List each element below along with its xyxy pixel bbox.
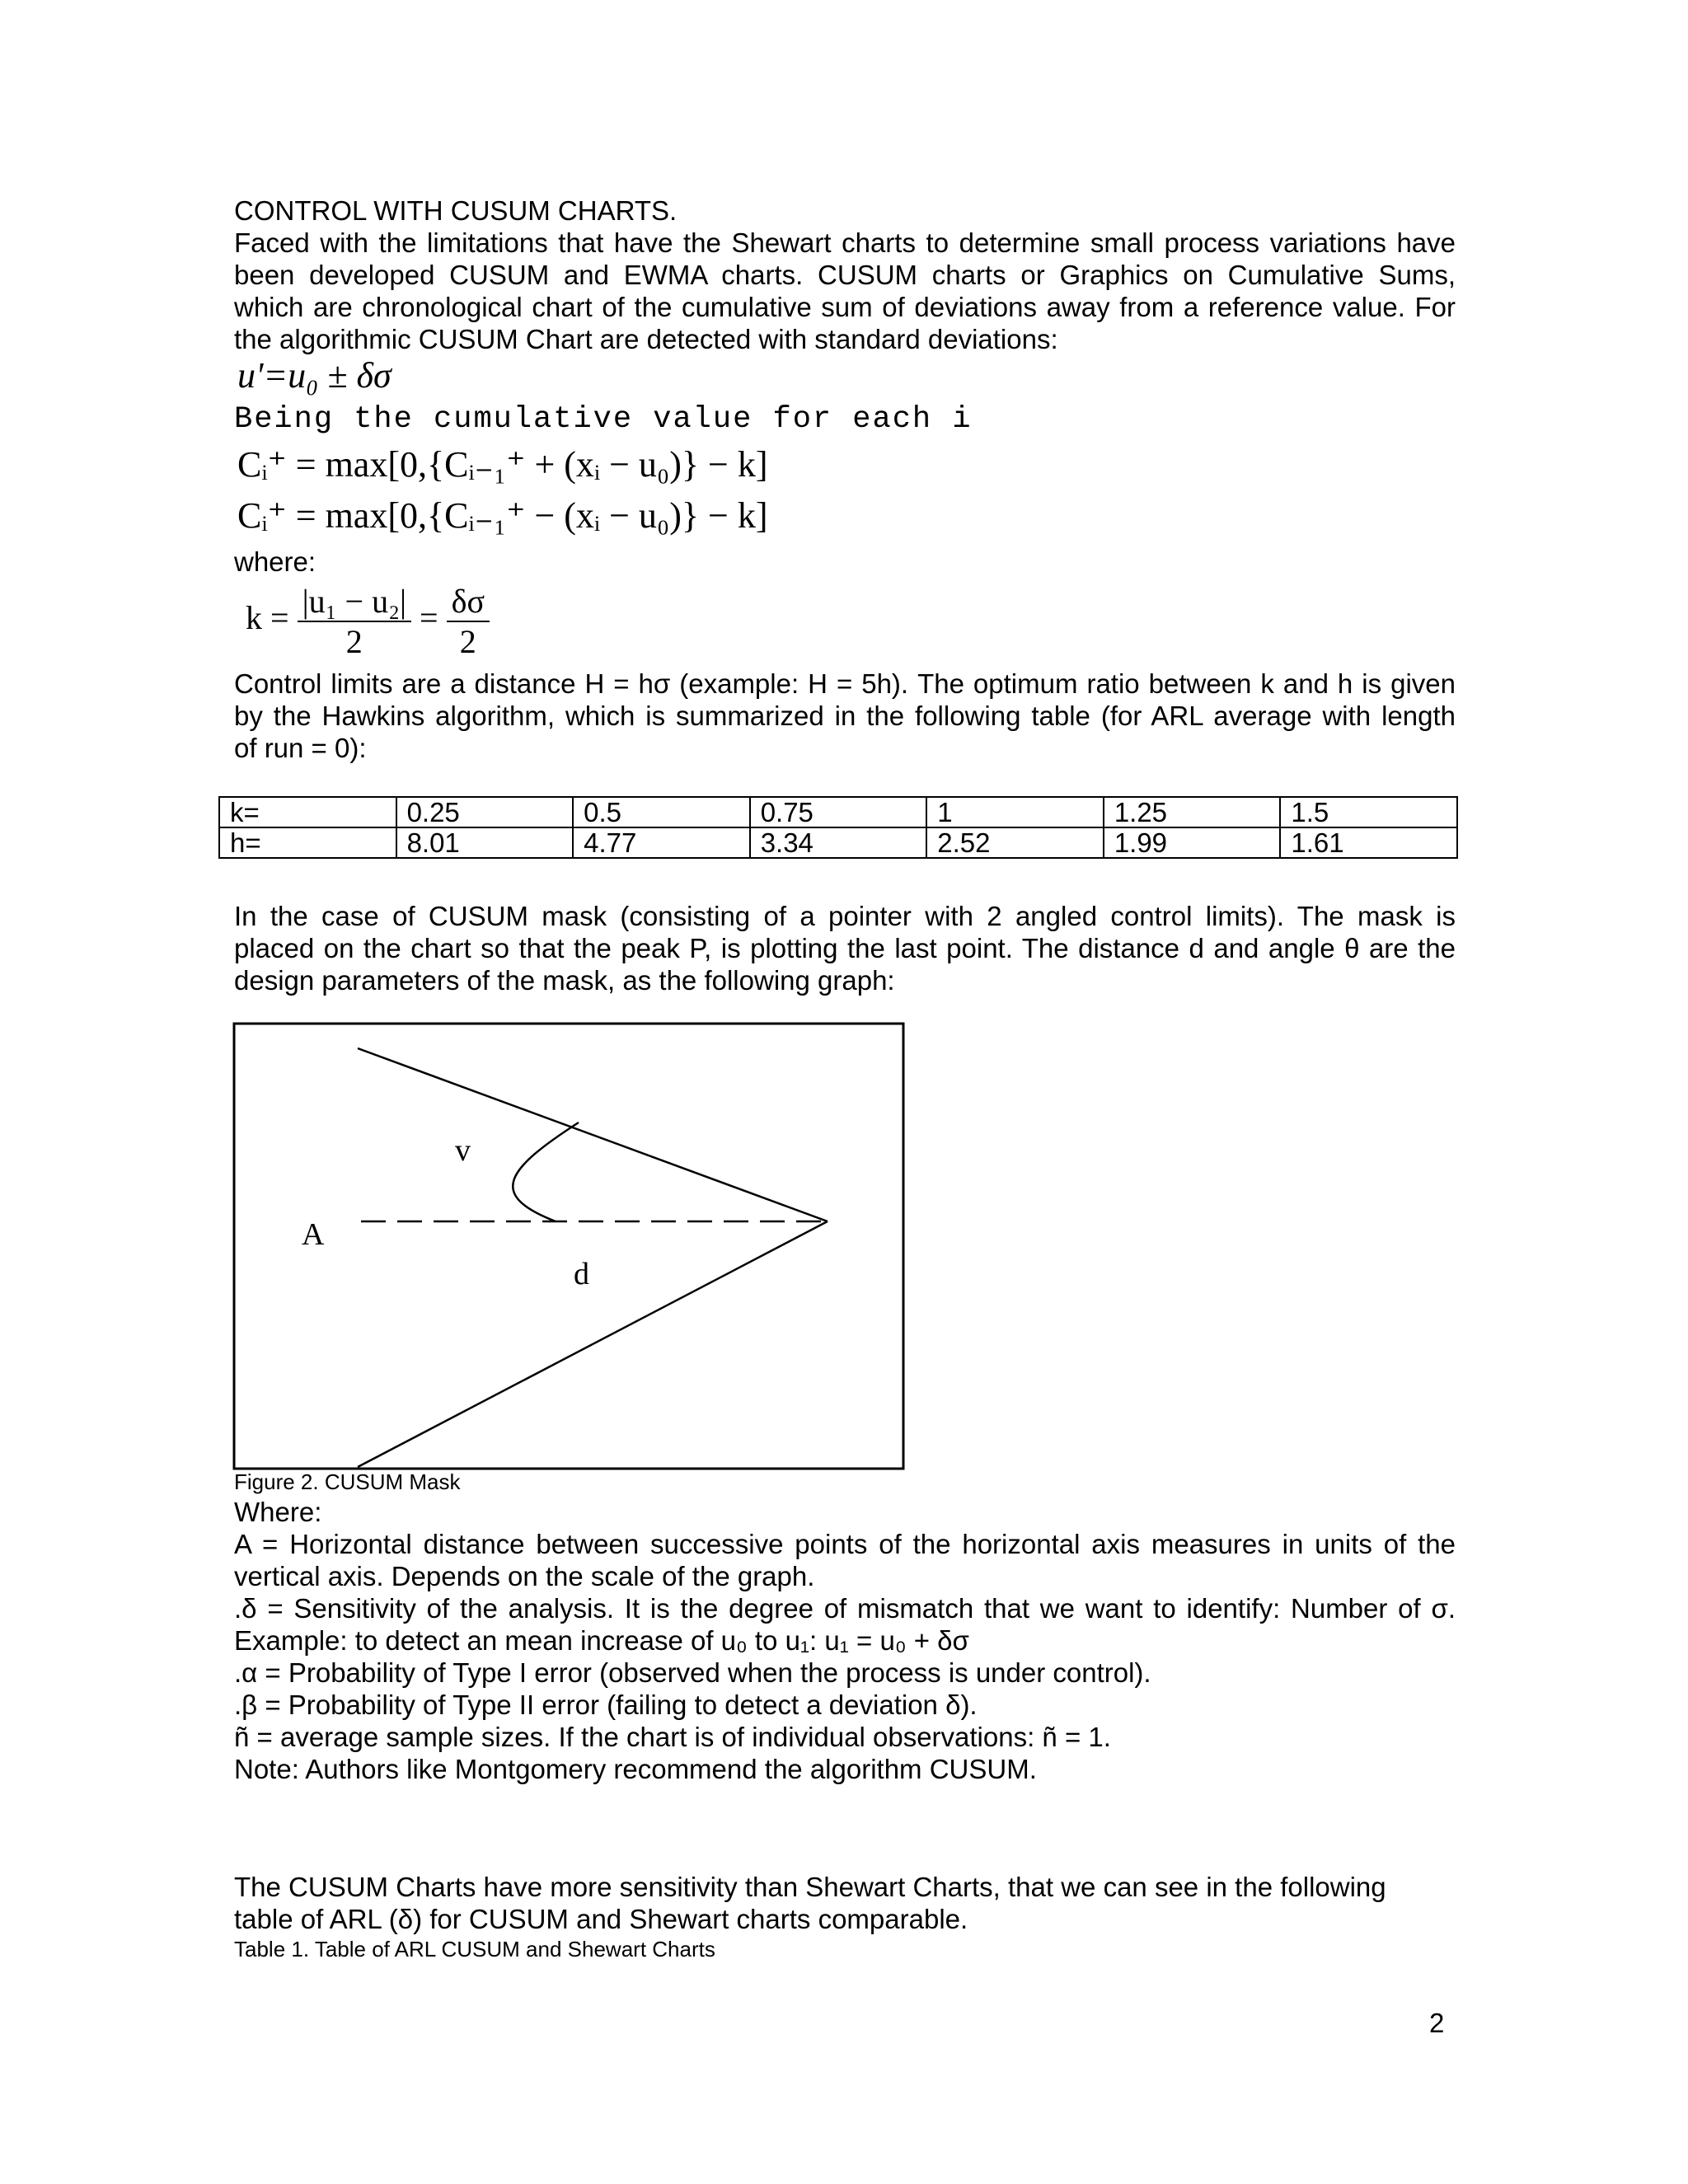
control-line: of run = 0): xyxy=(234,733,367,763)
definition-line: .β = Probability of Type II error (failing to detect a deviation δ). xyxy=(234,1690,978,1720)
table-cell: 1.5 xyxy=(1280,797,1457,827)
closing-line: table of ARL (δ) for CUSUM and Shewart charts comparable. xyxy=(234,1904,968,1934)
k-numerator-2: δσ xyxy=(447,582,490,622)
table-row xyxy=(219,827,1457,858)
table-cell: 1 xyxy=(926,797,1104,827)
section-title: CONTROL WITH CUSUM CHARTS. xyxy=(234,195,678,226)
table-caption: Table 1. Table of ARL CUSUM and Shewart Charts xyxy=(234,1937,715,1961)
table-cell: 1.61 xyxy=(1280,827,1457,858)
table-cell: 0.75 xyxy=(750,797,927,827)
table-cell: 0.5 xyxy=(573,797,750,827)
k-denominator-1: 2 xyxy=(345,623,363,660)
table-cell: 2.52 xyxy=(926,827,1104,858)
k-fraction-2 xyxy=(447,582,490,661)
closing-line: The CUSUM Charts have more sensitivity than Shewart Charts, that we can see in the following xyxy=(234,1872,1386,1902)
definitions-block xyxy=(234,1528,1456,1785)
intro-line: which are chronological chart of the cumulative sum of deviations away from a reference value. For xyxy=(234,292,1456,322)
table-cell: 3.34 xyxy=(750,827,927,858)
table-cell: 4.77 xyxy=(573,827,750,858)
definition-line: Example: to detect an mean increase of u₀ to u₁: u₁ = u₀ + δσ xyxy=(234,1625,969,1656)
hawkins-table xyxy=(218,796,1458,859)
upper-mask-limb xyxy=(358,1048,828,1221)
definition-line: vertical axis. Depends on the scale of the graph. xyxy=(234,1561,815,1591)
where2-label: Where: xyxy=(234,1497,322,1527)
table-cell: 1.25 xyxy=(1104,797,1281,827)
control-line: by the Hawkins algorithm, which is summarized in the following table (for ARL average with length xyxy=(234,701,1456,731)
cumulative-label: Being the cumulative value for each i xyxy=(234,402,973,437)
control-line: Control limits are a distance H = hσ (example: H = 5h). The optimum ratio between k and h is given xyxy=(234,668,1456,699)
table-cell: h= xyxy=(219,827,396,858)
table-cell: 8.01 xyxy=(396,827,574,858)
table-cell: 0.25 xyxy=(396,797,574,827)
figure-frame xyxy=(234,1024,903,1469)
angle-arc xyxy=(513,1122,579,1221)
definition-line: A = Horizontal distance between successive points of the horizontal axis measures in units of the xyxy=(234,1529,1456,1559)
k-lhs: k = xyxy=(246,599,289,637)
k-denominator-2: 2 xyxy=(459,623,476,660)
mask-line: placed on the chart so that the peak P, is plotting the last point. The distance d and angle θ are the xyxy=(234,933,1456,963)
table-cell: k= xyxy=(219,797,396,827)
equation-c-minus: Cᵢ⁺ = max[0,{Cᵢ₋₁⁺ − (xᵢ − u₀)} − k] xyxy=(237,495,768,536)
label-d: d xyxy=(574,1257,589,1291)
k-equals: = xyxy=(420,599,438,637)
page-number: 2 xyxy=(1429,2008,1445,2038)
equation-u-prime: u'=u₀ ± δσ xyxy=(237,355,392,396)
intro-line: been developed CUSUM and EWMA charts. CUSUM charts or Graphics on Cumulative Sums, xyxy=(234,260,1456,290)
equation-k xyxy=(246,582,490,661)
label-v: v xyxy=(455,1133,471,1168)
intro-paragraph xyxy=(234,227,1456,355)
control-limits-paragraph xyxy=(234,668,1456,764)
intro-line: Faced with the limitations that have the Shewart charts to determine small process variations have xyxy=(234,227,1456,258)
definition-line: .α = Probability of Type I error (observed when the process is under control). xyxy=(234,1657,1151,1688)
definition-line: Note: Authors like Montgomery recommend the algorithm CUSUM. xyxy=(234,1754,1037,1784)
cusum-mask-figure xyxy=(232,1022,908,1475)
k-fraction-1 xyxy=(298,582,411,661)
intro-line: the algorithmic CUSUM Chart are detected with standard deviations: xyxy=(234,324,1058,354)
equation-c-plus: Cᵢ⁺ = max[0,{Cᵢ₋₁⁺ + (xᵢ − u₀)} − k] xyxy=(237,444,768,485)
label-a: A xyxy=(302,1217,325,1252)
definition-line: .δ = Sensitivity of the analysis. It is the degree of mismatch that we want to identify: Number of σ. xyxy=(234,1593,1456,1624)
where-label: where: xyxy=(234,546,316,577)
mask-paragraph xyxy=(234,900,1456,996)
lower-mask-limb xyxy=(358,1221,828,1467)
figure-caption: Figure 2. CUSUM Mask xyxy=(234,1469,461,1494)
definition-line: ñ = average sample sizes. If the chart is of individual observations: ñ = 1. xyxy=(234,1722,1111,1752)
table-row xyxy=(219,797,1457,827)
table-cell: 1.99 xyxy=(1104,827,1281,858)
mask-line: In the case of CUSUM mask (consisting of a pointer with 2 angled control limits). The mask is xyxy=(234,901,1456,931)
mask-line: design parameters of the mask, as the following graph: xyxy=(234,965,895,996)
k-numerator-1: |u₁ − u₂| xyxy=(298,582,411,622)
